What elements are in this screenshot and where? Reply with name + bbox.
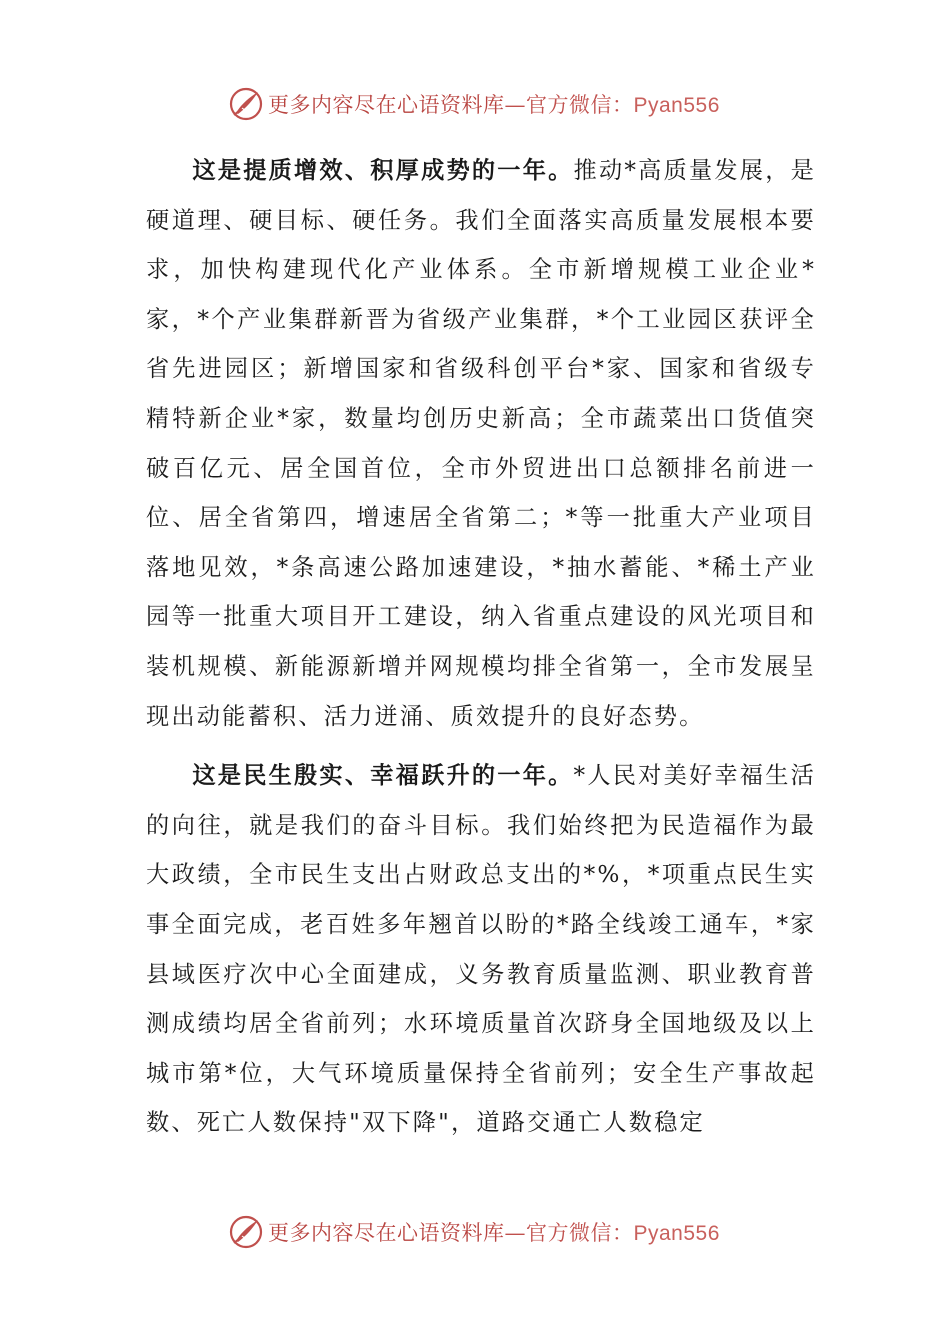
watermark-text: 更多内容尽在心语资料库—官方微信：Pyan556 (268, 93, 720, 117)
header-watermark-banner (228, 84, 748, 124)
quill-logo-icon (228, 1214, 264, 1250)
paragraph-text: *人民对美好幸福生活的向往，就是我们的奋斗目标。我们始终把为民造福作为最大政绩，全市民生支出占财政总支出的*%，*项重点民生实事全面完成，老百姓多年翘首以盼的*路全线竣工通车，*家县域医疗次中心全面建成，义务教育质量监测、职业教育普测成绩均居全省前列；水环境质量首次跻身全国地级及以上城市第*位，大气环境质量保持全省前列；安全生产事故起数、死亡人数保持"双下降"，道路交通亡人数稳定 (146, 762, 817, 1137)
paragraph-livelihood (146, 751, 816, 1148)
paragraph-heading: 这是民生殷实、幸福跃升的一年。 (192, 762, 574, 790)
footer-watermark-banner (228, 1212, 748, 1252)
document-body (146, 146, 816, 1158)
paragraph-text: 推动*高质量发展，是硬道理、硬目标、硬任务。我们全面落实高质量发展根本要求，加快构建现代化产业体系。全市新增规模工业企业*家，*个产业集群新晋为省级产业集群，*个工业园区获评全省先进园区；新增国家和省级科创平台*家、国家和省级专精特新企业*家，数量均创历史新高；全市蔬菜出口货值突破百亿元、居全国首位，全市外贸进出口总额排名前进一位、居全省第四，增速居全省第二；*等一批重大产业项目落地见效，*条高速公路加速建设，*抽水蓄能、*稀土产业园等一批重大项目开工建设，纳入省重点建设的风光项目和装机规模、新能源新增并网规模均排全省第一，全市发展呈现出动能蓄积、活力迸涌、质效提升的良好态势。 (146, 157, 817, 730)
paragraph-quality-growth (146, 146, 816, 741)
paragraph-heading: 这是提质增效、积厚成势的一年。 (192, 157, 574, 184)
watermark-text: 更多内容尽在心语资料库—官方微信：Pyan556 (268, 1221, 720, 1245)
quill-logo-icon (228, 86, 264, 122)
